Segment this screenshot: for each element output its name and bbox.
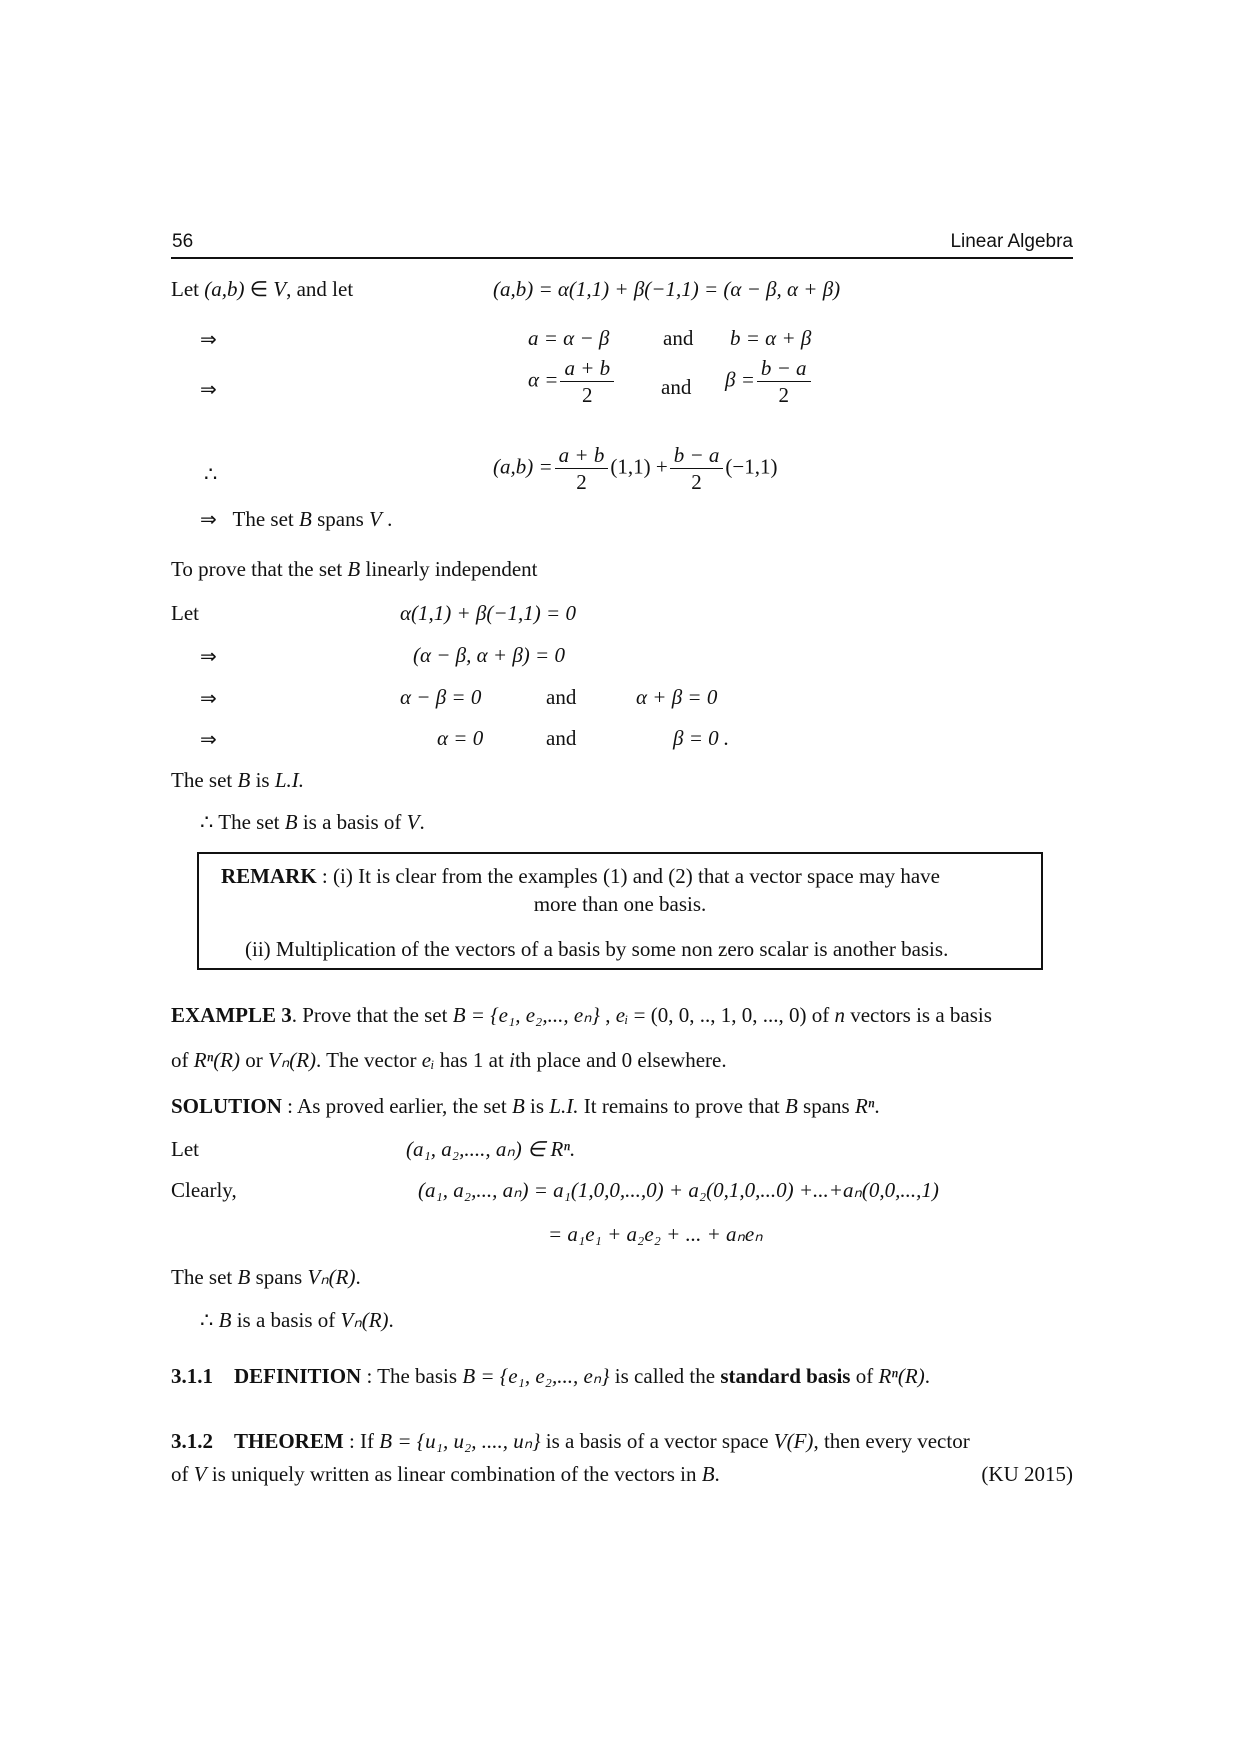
text: of [171, 1048, 194, 1072]
math: B [784, 1094, 798, 1118]
header-rule [171, 257, 1073, 259]
remark-line-1 [221, 864, 940, 889]
text: . [924, 1364, 930, 1388]
math: Rⁿ(R) [193, 1048, 241, 1072]
numerator: a + b [560, 355, 614, 382]
eq3-right: α + β = 0 [636, 685, 718, 709]
text: of [171, 1462, 194, 1486]
clearly-equation: (a₁, a₂,..., aₙ) = a₁(1,0,0,...,0) + a₂(0,1,0,...0) +...+aₙ(0,0,...,1) [418, 1178, 939, 1202]
numerator: a + b [555, 442, 609, 469]
clearly-label: Clearly, [171, 1178, 237, 1202]
spans-line [200, 507, 392, 532]
implies-icon: ⇒ [200, 644, 217, 668]
text: . [388, 1308, 394, 1332]
running-title: Linear Algebra [950, 231, 1073, 252]
text: spans [250, 1265, 308, 1289]
text: , then every vector [813, 1429, 970, 1453]
text: vectors is a basis [844, 1003, 992, 1027]
text: is [250, 768, 275, 792]
text: is uniquely written as linear combination of the vectors in [206, 1462, 702, 1486]
theorem-label: THEOREM [234, 1429, 344, 1453]
text: . [714, 1462, 720, 1486]
spans-vn-line [171, 1265, 361, 1290]
fraction [757, 355, 811, 408]
citation: (KU 2015) [981, 1462, 1073, 1486]
text: has 1 at [434, 1048, 510, 1072]
denominator: 2 [691, 470, 702, 494]
text: . Prove that the set [291, 1003, 453, 1027]
text: : As proved earlier, the set [281, 1094, 512, 1118]
fraction [555, 442, 609, 495]
therefore-icon: ∴ [200, 810, 214, 834]
text: = (0, 0, .., 1, 0, ..., 0) of [628, 1003, 835, 1027]
page-number: 56 [172, 231, 194, 252]
math: B [237, 768, 251, 792]
text: of [850, 1364, 879, 1388]
denominator: 2 [778, 383, 789, 407]
section-number: 3.1.1 [171, 1364, 213, 1388]
text: : The basis [361, 1364, 463, 1388]
math: B [284, 810, 298, 834]
text: is a basis of a vector space [540, 1429, 774, 1453]
implies-icon: ⇒ [200, 377, 217, 401]
math: V(F) [773, 1429, 814, 1453]
math: (a,b) [204, 277, 245, 301]
solution-line [171, 1094, 880, 1119]
math: Vₙ(R) [340, 1308, 389, 1332]
remark-line-3: (ii) Multiplication of the vectors of a basis by some non zero scalar is another basis. [245, 937, 949, 961]
math: B [701, 1462, 715, 1486]
continued-equation: = a₁e₁ + a₂e₂ + ... + aₙeₙ [548, 1222, 763, 1246]
math: (−1,1) [725, 454, 778, 479]
implies-icon: ⇒ [200, 327, 217, 351]
numerator: b − a [670, 442, 724, 469]
text: . [419, 810, 425, 834]
text: Let [171, 277, 205, 301]
eq4-left: α = 0 [437, 726, 484, 750]
math: B [299, 507, 312, 531]
math: Rⁿ [854, 1094, 875, 1118]
beta-fraction [725, 355, 813, 408]
text: spans [311, 507, 369, 531]
text: is called the [609, 1364, 721, 1388]
text: The set [171, 768, 238, 792]
math: (a,b) = [493, 454, 553, 479]
math: L.I. [274, 768, 305, 792]
therefore-icon: ∴ [200, 1308, 214, 1332]
math: B [347, 557, 361, 581]
text: The set [213, 810, 285, 834]
numerator: b − a [757, 355, 811, 382]
denominator: 2 [576, 470, 587, 494]
text: The set [171, 1265, 238, 1289]
math: B = {e₁, e₂,..., eₙ} [452, 1003, 600, 1027]
math: V [369, 507, 382, 531]
text: . [355, 1265, 361, 1289]
independence-intro [171, 557, 538, 582]
theorem-3-1-2-line-2 [171, 1462, 720, 1487]
li-line [171, 768, 304, 793]
section-number: 3.1.2 [171, 1429, 213, 1453]
therefore-icon: ∴ [204, 462, 218, 486]
math: Vₙ(R) [268, 1048, 317, 1072]
math: V [193, 1462, 207, 1486]
math: Rⁿ(R) [878, 1364, 925, 1388]
eq-a: a = α − β [528, 326, 610, 350]
eq4-right: β = 0 . [673, 726, 730, 750]
implies-icon: ⇒ [200, 507, 217, 531]
theorem-3-1-2-line-1 [171, 1429, 970, 1454]
definition-label: DEFINITION [234, 1364, 362, 1388]
remark-line-2: more than one basis. [533, 892, 707, 916]
example-label: EXAMPLE 3 [171, 1003, 292, 1027]
math: B [237, 1265, 251, 1289]
math: n [834, 1003, 845, 1027]
math: B = {e₁, e₂,..., eₙ} [462, 1364, 610, 1388]
denominator: 2 [582, 383, 593, 407]
bold-term: standard basis [720, 1364, 851, 1388]
text: or [240, 1048, 269, 1072]
math: V [273, 277, 287, 301]
math: B [213, 1308, 232, 1332]
text: . The vector [316, 1048, 422, 1072]
math: Vₙ(R) [307, 1265, 356, 1289]
eq3-left: α − β = 0 [400, 685, 482, 709]
text: : (i) It is clear from the examples (1) and (2) that a vector space may have [316, 864, 940, 888]
remark-box [197, 852, 1043, 970]
implies-icon: ⇒ [200, 686, 217, 710]
math: (1,1) + [610, 454, 668, 479]
let-label: Let [171, 1137, 199, 1161]
text: To prove that the set [171, 557, 348, 581]
let-line [171, 277, 353, 302]
remark-label: REMARK [221, 864, 317, 888]
math: L.I. [549, 1094, 579, 1118]
text: linearly independent [360, 557, 538, 581]
text: is a basis of [297, 810, 407, 834]
text: , [599, 1003, 616, 1027]
and-text: and [546, 726, 577, 750]
and-text: and [661, 375, 692, 399]
text: : If [343, 1429, 380, 1453]
solution-label: SOLUTION [171, 1094, 282, 1118]
text: th place and 0 elsewhere. [514, 1048, 727, 1072]
let-label: Let [171, 601, 199, 625]
text: spans [797, 1094, 855, 1118]
combination-equation [493, 442, 777, 495]
text: , and let [286, 277, 354, 301]
text: It remains to prove that [578, 1094, 785, 1118]
let-equation: (a₁, a₂,...., aₙ) ∈ Rⁿ. [406, 1137, 576, 1161]
eq-b: b = α + β [730, 326, 812, 350]
alpha-fraction [528, 355, 616, 408]
text: . [381, 507, 393, 531]
math: B = {u₁, u₂, ...., uₙ} [379, 1429, 541, 1453]
math: B [511, 1094, 525, 1118]
definition-3-1-1 [171, 1364, 930, 1389]
basis-conclusion [200, 810, 425, 835]
basis-vn-line [200, 1308, 394, 1333]
text: is a basis of [231, 1308, 341, 1332]
example-3-line-1 [171, 1003, 992, 1028]
math: i [509, 1048, 515, 1072]
text: The set [232, 507, 299, 531]
math: α = [528, 367, 559, 392]
text: . [874, 1094, 880, 1118]
math: eᵢ [615, 1003, 629, 1027]
text: is [524, 1094, 550, 1118]
text: ∈ [244, 277, 274, 301]
equation-span: (a,b) = α(1,1) + β(−1,1) = (α − β, α + β) [493, 277, 841, 301]
math: eᵢ [421, 1048, 435, 1072]
implies-icon: ⇒ [200, 727, 217, 751]
eq2: (α − β, α + β) = 0 [413, 643, 565, 667]
example-3-line-2 [171, 1048, 727, 1073]
math: V [406, 810, 420, 834]
fraction [560, 355, 614, 408]
and-text: and [663, 326, 694, 350]
math: β = [725, 367, 755, 392]
and-text: and [546, 685, 577, 709]
eq1: α(1,1) + β(−1,1) = 0 [400, 601, 576, 625]
fraction [670, 442, 724, 495]
